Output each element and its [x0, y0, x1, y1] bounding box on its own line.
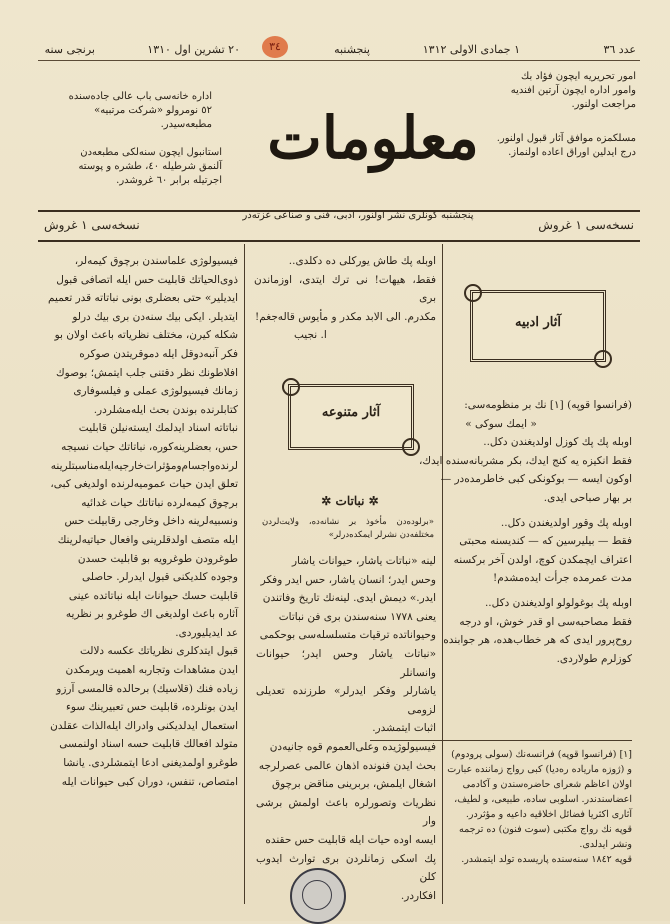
- text-line: متولد افعالك قابلیت حسه اسناد اولنمسی: [59, 738, 238, 751]
- column-rule: [244, 244, 245, 904]
- tagline: پنجشنبه کونلری نشر اولنور، ادبی، فنی و صناعی غزته‌در: [242, 210, 474, 221]
- price-right: نسخه‌سی ١ غروش: [538, 218, 634, 232]
- text-line: فیسیولوژی علماسندن برچوق کیمه‌لر،: [74, 255, 238, 267]
- text-line: فیسیولوژیده وعلی‌العموم قوه جانیه‌دن: [269, 740, 436, 753]
- section-frame-misc: [288, 384, 414, 450]
- section-frame-literary: [470, 290, 606, 362]
- text-line: استعمال ایدلدیکنی وادراك ایله‌الذات عقلدن: [50, 719, 238, 732]
- masthead-line: مطبعه‌سیدر.: [160, 119, 212, 130]
- poem-line: اوکون ایسه — بوکونکی کبی خاطرمده‌در —: [440, 473, 632, 486]
- poem-line: مکدرم. الی الابد مکدر و مأیوس قاله‌جغم!: [255, 310, 436, 323]
- footnote-line: ونشر ایدلدی.: [579, 839, 632, 850]
- column-middle-top: [254, 252, 436, 352]
- ornament-icon: ✲: [321, 494, 332, 508]
- text-line: ایدن مشاهدات وتجاربه اهمیت ویرمکدن: [65, 664, 238, 677]
- text-line: وحس ایدر؛ انسان یاشار، حس ایدر وفکر: [260, 573, 436, 586]
- plants-source-note: «برلوده‌دن مأخوذ بر نشانه‌ده، ولایت‌لردن مختلفه‌دن نشرلر ایمکده‌درلر»: [262, 517, 434, 540]
- text-line: پك اسکی زمانلردن بری توارث ایدوب کلن: [256, 852, 436, 884]
- text-line: طوغرودن طوغرویه بو قابلیت حسدن: [77, 552, 238, 565]
- text-line: قابلیت حسك حیوانات ایله نباتاتده عینی: [68, 589, 238, 602]
- footnote-line: آثاری اکثریا فضائل اخلاقیه داعیه و مؤثردر.: [465, 809, 632, 820]
- text-line: اثبات ایتمشدر.: [372, 722, 436, 735]
- footnote-line: و (ژوزه ماریاده ره‌دیا) کبی رواج زماننده عبارت: [447, 764, 632, 775]
- text-line: امتصاص، تنفس، دوران کبی حیوانات ایله: [61, 775, 238, 788]
- text-line: طوغرو اولمدیغنی ادعا ایتمشلردی. یانشا: [63, 757, 238, 770]
- text-line: نظریات وتصورلره باعث اولمش برشی وار: [256, 796, 436, 828]
- poem-line: بر بهار صباحی ایدی.: [543, 491, 632, 504]
- text-line: «نباتات یاشار وحس ایدر؛ حیوانات وانسانلر: [256, 647, 436, 679]
- text-line: کتابلرنده بوندن بحث ایله‌مشلردر.: [93, 403, 238, 416]
- masthead-line: امور تحریریه ایچون فؤاد بك: [521, 71, 636, 82]
- footnote-line: اولان اعاظم شعرای حاضره‌سندن و آکادمی: [462, 779, 632, 790]
- masthead-line: مسلکمزه موافق آثار قبول اولنور.: [496, 133, 636, 144]
- text-line: ایدن بونلرده، قابلیت حس تعبیرینك سوء: [65, 701, 238, 714]
- dateline-bar: [38, 40, 640, 61]
- ornament-icon: ✲: [368, 494, 379, 508]
- poem-line: فقط مصاحبه‌سی او قدر خوش، او درجه: [459, 615, 632, 628]
- poem-title: « ایمك سوکی »: [465, 417, 537, 430]
- text-line: ایدیلیر» حتی بعضلری بونی نباتاته قدر تعمیم: [48, 292, 238, 305]
- footnote-line: [١] (فرانسوا قوپه) فرانسه‌نك (سولی پرودوم): [451, 749, 632, 760]
- masthead-line: مراجعت اولنور.: [571, 99, 636, 110]
- text-line: وجوده کلدیکنی قبول ایدرلر. حاصلی: [82, 571, 238, 584]
- poem-line: اعتراف ایچمکدن کوچ، اولدن آخر برکسنه: [453, 553, 632, 566]
- text-line: فکر آنبه‌دوقل ایله دموقریتدن صوکره: [79, 347, 238, 360]
- section-title: آثار ادبیه: [515, 315, 561, 330]
- text-line: ایله متصف اولدقلرینی وافعال حیاتیه‌لرینك: [57, 533, 238, 546]
- column-middle: [256, 552, 436, 902]
- masthead-line: ٥٢ نومرولو «شرکت مرتبیه»: [94, 105, 212, 116]
- text-line: شکله کیرن، مختلف نظریاته باعث اولان بو: [54, 329, 238, 342]
- text-line: تعلق ایدن حیات عمومیه‌لرنده اولدیغی کبی،: [50, 478, 238, 491]
- price-left: نسخه‌سی ١ غروش: [44, 218, 140, 232]
- plants-title: نباتات: [335, 494, 365, 508]
- text-line: آثاره باعث اولدیغی اك طوغرو بر نظریه: [65, 608, 238, 621]
- masthead-line: درج ایدلین اوراق اعاده اولنماز.: [508, 147, 636, 158]
- subscription-terms: [42, 146, 222, 188]
- author-signature: ا. نجیب: [294, 329, 327, 342]
- masthead-line: اداره خانه‌سی باب عالی جاده‌سنده: [68, 91, 212, 102]
- price-bar: [38, 210, 640, 242]
- red-page-stamp: ٣٤: [262, 36, 288, 58]
- text-line: لرنده‌واجسام‌ومؤثرات‌خارجیه‌ایله‌مناسبتلرینه: [50, 459, 238, 472]
- newspaper-title: معلومات: [267, 104, 479, 172]
- text-line: افلاطونك نظر دقتنی جلب ایتمش؛ بوصوك: [56, 366, 238, 379]
- weekday: پنجشنبه: [334, 43, 370, 56]
- poem-line: اوبله پك پك کوزل اولدیغندن دکل..: [483, 436, 632, 449]
- text-line: ذوی‌الحیاتك قابلیت حس ایله اتصافی قبول: [56, 273, 238, 286]
- text-line: ایدر.» دیمش ایدی. لینه‌نك تاریخ وفاتندن: [262, 592, 436, 605]
- text-line: وحیواناتده ترقیات متسلسله‌سی بوحکمی: [259, 629, 436, 642]
- date-rumi: ٢٠ تشرین اول ١٣١٠: [147, 43, 240, 56]
- poem-line: فقط، هیهات! نی ترك ایتدی، اوزماندن بری: [254, 273, 436, 305]
- text-line: افکاردر.: [400, 889, 436, 902]
- office-address: [42, 90, 212, 132]
- text-line: اشغال ایلمش، بربرینی مناقض برچوق: [271, 778, 436, 791]
- masthead-line: استانبول ایچون سنه‌لکی مطبعه‌دن: [80, 147, 222, 158]
- text-line: قبول ایتدکلری نظریاتك عکسه دلالت: [79, 645, 238, 658]
- library-seal-stamp: [290, 868, 346, 924]
- issue-number: عدد ٣٦: [603, 43, 636, 56]
- text-line: ایتدیلر. ایکی بیك سنه‌دن بری بیك درلو: [72, 310, 238, 323]
- poem-line: اوبله پك طاش یورکلی ده دکلدی..: [288, 255, 436, 267]
- poem-line: کوزلرم طولاردی.: [556, 652, 632, 665]
- column-left: [44, 252, 238, 912]
- text-line: ایسه اوده حیات ایله قابلیت حس حقنده: [265, 833, 436, 846]
- text-line: زیاده فنك (قلاسیك) برحالده قالمسی آرزو: [56, 682, 238, 695]
- poem-line: فقط انکیزه یه کنج ایدك، بکر مشربانه‌سنده ایدك،: [419, 454, 632, 467]
- text-line: نباتاته اسناد ایدلمك ایسته‌نیلن قابلیت: [78, 422, 238, 435]
- footnote-line: قوپه ١٨٤٢ سنه‌سنده پاریسده تولد ایتمشدر.: [461, 854, 632, 865]
- masthead: [38, 62, 640, 221]
- text-line: ونسبیه‌لرینه داخل وخارجی رقابیلت حس: [64, 515, 238, 528]
- text-line: حس، بعضلرینه‌کوره، نباتاتك حیات نسیجه: [61, 440, 238, 453]
- text-line: یاشارلر وفکر ایدرلر» طرزنده تعدیلی لزومی: [256, 685, 436, 716]
- masthead-line: وامور اداره ایچون آرتین افندیه: [510, 85, 636, 96]
- year-label: برنجی سنه: [44, 43, 95, 56]
- footnote-line: قوپه نك رواج مکتبی (سوت فنون) ده ترجمه: [459, 824, 632, 835]
- text-line: یعنی ١٧٧٨ سنه‌سندن بری فن نباتات: [278, 610, 436, 623]
- footnote-line: اعضاسندندر. اسلوبی ساده، طبیعی، و لطیف،: [454, 794, 632, 805]
- masthead-line: آلنمق شرطیله ٤٠، طشره و پوسته: [78, 161, 222, 172]
- text-line: لینه «نباتات یاشار، حیوانات یاشار: [291, 555, 436, 567]
- plants-heading: [290, 494, 410, 508]
- poem-line: روح‌پرور ایدی که هر خطاب‌هده، هر جوابنده: [443, 634, 632, 647]
- poem-line: اوبله پك بوغولولو اولدیغندن دکل..: [484, 596, 632, 609]
- poem-intro: (فرانسوا قوپه) [١] نك بر منظومه‌سی:: [464, 399, 632, 411]
- text-line: عد ایدیلیوردی.: [175, 626, 238, 639]
- text-line: برچوق کیمه‌لرده نباتاتك حیات غدائیه: [81, 496, 238, 509]
- poem-line: اوبله پك وقور اولدیغندن دکل..: [500, 516, 632, 529]
- poem-line: مدت عمرمده جرأت ایده‌مشدم!: [493, 572, 632, 585]
- date-hijri: ١ جمادی الاولی ١٣١٢: [422, 43, 520, 56]
- section-title: آثار متنوعه: [321, 405, 381, 420]
- text-line: زمانك فیسیولوژی عملی و فیلسوفاری: [73, 385, 238, 398]
- poem-line: فقط — بیلیرسین که — کندیسنه محبتی: [459, 535, 632, 548]
- masthead-line: اجرتیله برابر ٦٠ غروشدر.: [116, 175, 222, 186]
- text-line: بحث ایدن فنونده اذهان عالمی عصرلرجه: [258, 759, 436, 772]
